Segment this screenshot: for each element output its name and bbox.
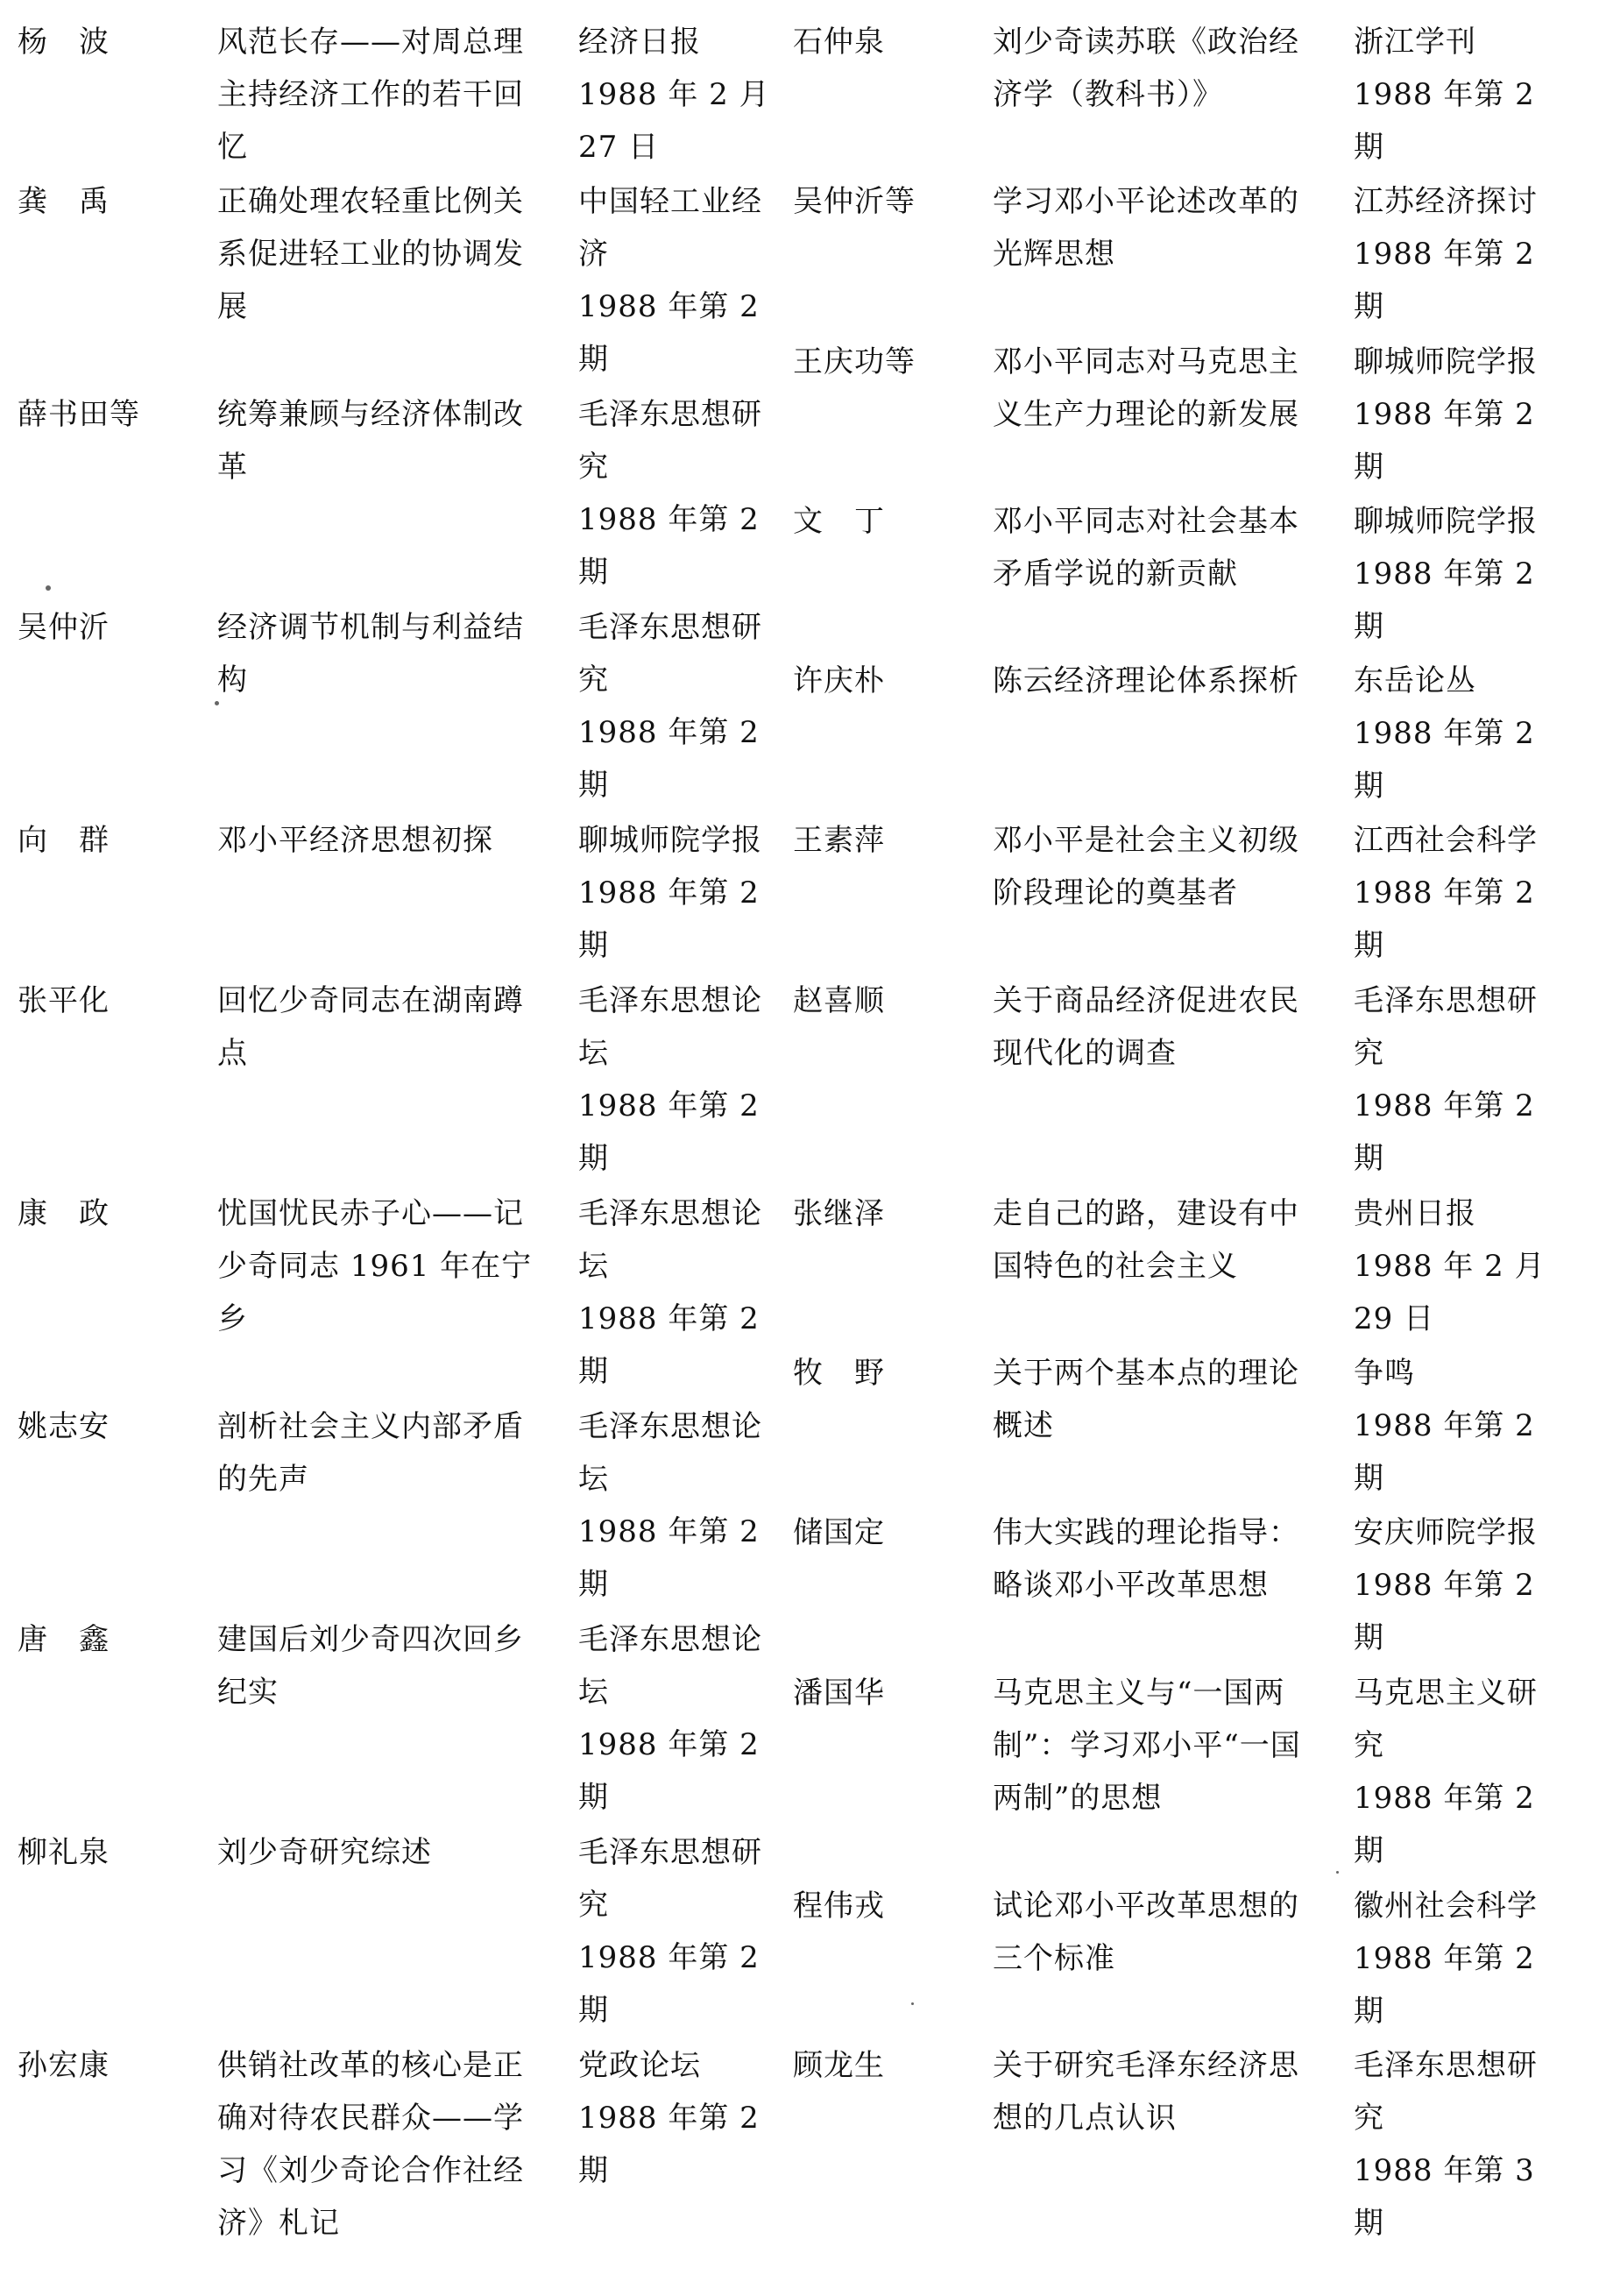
article-title: 学习邓小平论述改革的 光辉思想	[993, 184, 1299, 272]
source: 毛泽东思想论 坛 1988 年第 2 期	[578, 1622, 762, 1815]
article-title: 关于研究毛泽东经济思 想的几点认识	[993, 2048, 1299, 2136]
article-title: 邓小平经济思想初探	[217, 823, 493, 858]
author: 王庆功等	[793, 344, 916, 379]
article-title: 邓小平同志对马克思主 义生产力理论的新发展	[993, 344, 1299, 432]
author: 程伟戎	[793, 1889, 885, 1924]
source: 毛泽东思想研 究 1988 年第 3 期	[1354, 2048, 1538, 2241]
article-title: 邓小平是社会主义初级 阶段理论的奠基者	[993, 823, 1299, 911]
author: 文 丁	[793, 504, 885, 539]
source: 经济日报 1988 年 2 月 27 日	[578, 25, 770, 165]
source: 马克思主义研 究 1988 年第 2 期	[1354, 1676, 1538, 1868]
source: 毛泽东思想论 坛 1988 年第 2 期	[578, 1196, 762, 1389]
source: 毛泽东思想论 坛 1988 年第 2 期	[578, 1409, 762, 1602]
source: 中国轻工业经 济 1988 年第 2 期	[578, 184, 762, 377]
author: 姚志安	[18, 1409, 110, 1444]
article-title: 统筹兼顾与经济体制改 革	[217, 397, 524, 485]
source: 徽州社会科学 1988 年第 2 期	[1354, 1889, 1538, 2029]
source: 浙江学刊 1988 年第 2 期	[1354, 25, 1535, 165]
article-title: 供销社改革的核心是正 确对待农民群众——学 习《刘少奇论合作社经 济》札记	[217, 2048, 524, 2241]
source: 贵州日报 1988 年 2 月 29 日	[1354, 1196, 1546, 1336]
scan-speck	[46, 585, 51, 591]
author: 许庆朴	[793, 663, 885, 698]
author: 潘国华	[793, 1676, 885, 1711]
source: 毛泽东思想研 究 1988 年第 2 期	[578, 610, 762, 803]
scan-speck	[1336, 1871, 1339, 1874]
author: 顾龙生	[793, 2048, 885, 2083]
source: 聊城师院学报 1988 年第 2 期	[1354, 504, 1538, 644]
source: 聊城师院学报 1988 年第 2 期	[1354, 344, 1538, 485]
article-title: 关于两个基本点的理论 概述	[993, 1356, 1299, 1443]
source: 毛泽东思想研 究 1988 年第 2 期	[1354, 983, 1538, 1176]
author: 龚 禹	[18, 184, 110, 219]
source: 毛泽东思想论 坛 1988 年第 2 期	[578, 983, 762, 1176]
article-title: 刘少奇研究综述	[217, 1835, 432, 1870]
author: 储国定	[793, 1515, 885, 1550]
article-title: 经济调节机制与利益结 构	[217, 610, 524, 698]
article-title: 正确处理农轻重比例关 系促进轻工业的协调发 展	[217, 184, 524, 324]
author: 薛书田等	[18, 397, 140, 432]
article-title: 邓小平同志对社会基本 矛盾学说的新贡献	[993, 504, 1299, 592]
author: 张继泽	[793, 1196, 885, 1231]
article-title: 走自己的路，建设有中 国特色的社会主义	[993, 1196, 1299, 1284]
source: 党政论坛 1988 年第 2 期	[578, 2048, 760, 2188]
author: 吴仲沂	[18, 610, 110, 645]
author: 康 政	[18, 1196, 110, 1231]
article-title: 回忆少奇同志在湖南蹲 点	[217, 983, 524, 1071]
article-title: 风范长存——对周总理 主持经济工作的若干回 忆	[217, 25, 524, 165]
source: 江苏经济探讨 1988 年第 2 期	[1354, 184, 1538, 324]
author: 赵喜顺	[793, 983, 885, 1018]
article-title: 关于商品经济促进农民 现代化的调查	[993, 983, 1299, 1071]
author: 孙宏康	[18, 2048, 110, 2083]
scan-speck	[215, 701, 219, 705]
source: 江西社会科学 1988 年第 2 期	[1354, 823, 1538, 963]
article-title: 剖析社会主义内部矛盾 的先声	[217, 1409, 524, 1497]
author: 王素萍	[793, 823, 885, 858]
author: 吴仲沂等	[793, 184, 916, 219]
author: 牧 野	[793, 1356, 885, 1391]
author: 张平化	[18, 983, 110, 1018]
article-title: 刘少奇读苏联《政治经 济学（教科书）》	[993, 25, 1299, 112]
source: 争鸣 1988 年第 2 期	[1354, 1356, 1535, 1496]
scan-speck	[911, 2002, 914, 2005]
source: 东岳论丛 1988 年第 2 期	[1354, 663, 1535, 804]
author: 唐 鑫	[18, 1622, 110, 1657]
source: 毛泽东思想研 究 1988 年第 2 期	[578, 397, 762, 590]
source: 毛泽东思想研 究 1988 年第 2 期	[578, 1835, 762, 2028]
article-title: 试论邓小平改革思想的 三个标准	[993, 1889, 1299, 1976]
article-title: 伟大实践的理论指导： 略谈邓小平改革思想	[993, 1515, 1299, 1603]
article-title: 忧国忧民赤子心——记 少奇同志 1961 年在宁 乡	[217, 1196, 533, 1336]
article-title: 马克思主义与“一国两 制”：学习邓小平“一国 两制”的思想	[993, 1676, 1301, 1816]
source: 聊城师院学报 1988 年第 2 期	[578, 823, 762, 963]
author: 杨 波	[18, 25, 110, 60]
author: 向 群	[18, 823, 110, 858]
article-title: 建国后刘少奇四次回乡 纪实	[217, 1622, 524, 1710]
article-title: 陈云经济理论体系探析	[993, 663, 1299, 698]
author: 石仲泉	[793, 25, 885, 60]
author: 柳礼泉	[18, 1835, 110, 1870]
source: 安庆师院学报 1988 年第 2 期	[1354, 1515, 1538, 1655]
